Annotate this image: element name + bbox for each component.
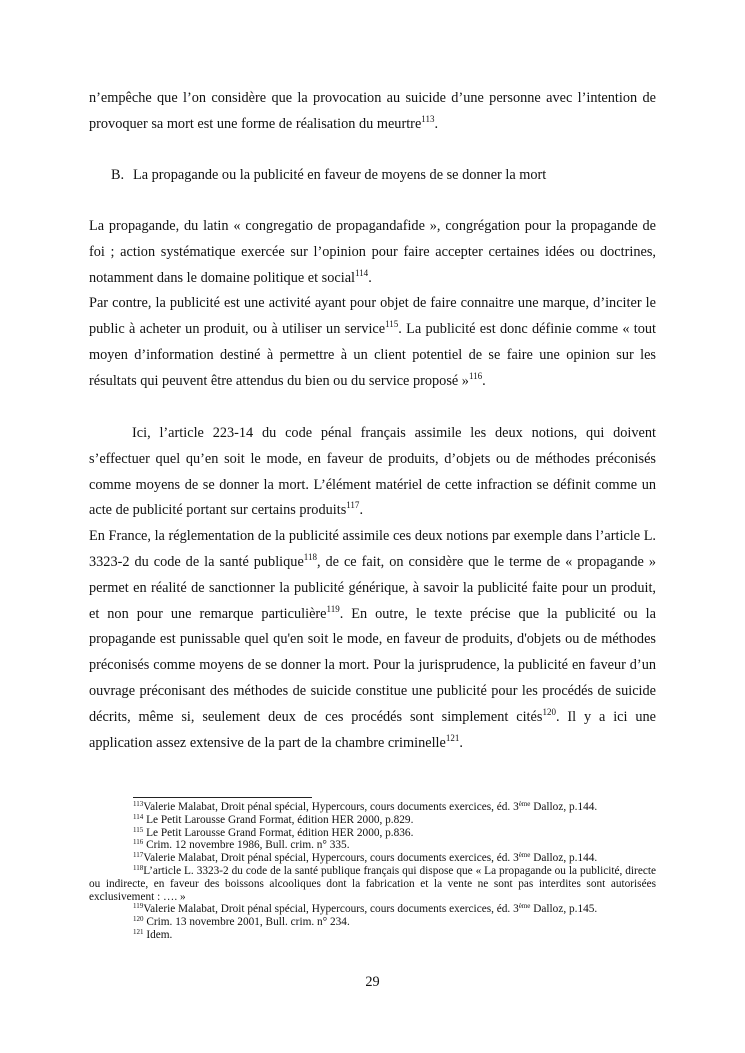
footnote-text: Dalloz, p.144. xyxy=(530,852,598,865)
footnote-text: L’article L. 3323-2 du code de la santé publique français qui dispose que « La propagande ou la publicité, directe ou indirecte, en faveur des boissons alcooliques dont la fabrication et la vente ne sont pas interdites sont autorisées exclusivement : …. » xyxy=(89,864,656,903)
paragraph-text: , de ce fait, on considère que le terme de « propagande » permet en réalité de sanctionner la publicité générique, à savoir la publicité faite pour un produit, et non pour une remarque particulière xyxy=(89,553,656,622)
footnote-superscript: ème xyxy=(518,800,531,808)
page-number: 29 xyxy=(365,974,380,990)
section-heading xyxy=(111,165,671,185)
footnote-number: 116 xyxy=(133,838,144,847)
footnote-113 xyxy=(89,801,656,814)
section-heading-number: B. xyxy=(111,167,125,183)
footnote-119 xyxy=(89,903,656,916)
footnote-ref-119[interactable]: 119 xyxy=(326,603,340,614)
footnote-number: 121 xyxy=(133,927,144,936)
footnote-text: Crim. 12 novembre 1986, Bull. crim. n° 335. xyxy=(143,839,350,852)
footnote-text: Idem. xyxy=(143,928,173,941)
footnote-separator xyxy=(133,797,312,798)
footnote-text: Valerie Malabat, Droit pénal spécial, Hypercours, cours documents exercices, éd. 3 xyxy=(143,801,519,813)
paragraph-text: . La publicité est donc définie comme « tout moyen d’information destiné à permettre à un client potentiel de se faire une opinion sur les résultats qui peuvent être attendus du bien ou du service proposé » xyxy=(89,321,657,389)
footnote-number: 113 xyxy=(133,800,144,808)
footnote-ref-121[interactable]: 121 xyxy=(445,732,460,743)
paragraph-text: Par contre, la publicité est une activité ayant pour objet de faire connaitre une marque, d’inciter le public à acheter un produit, ou à utiliser un service xyxy=(89,295,656,338)
footnote-ref-120[interactable]: 120 xyxy=(542,706,556,717)
footnote-ref-115[interactable]: 115 xyxy=(385,319,399,330)
footnote-text: Valerie Malabat, Droit pénal spécial, Hypercours, cours documents exercices, éd. 3 xyxy=(143,903,519,916)
footnote-number: 120 xyxy=(133,915,144,924)
punctuation: . xyxy=(459,734,463,751)
footnote-118 xyxy=(89,865,656,903)
footnote-120 xyxy=(89,916,656,929)
footnote-text: Crim. 13 novembre 2001, Bull. crim. n° 234. xyxy=(143,916,350,929)
footnote-number: 115 xyxy=(133,825,144,834)
footnote-ref-117[interactable]: 117 xyxy=(346,500,360,511)
footnote-number: 114 xyxy=(133,812,144,821)
footnote-superscript: ème xyxy=(518,851,531,860)
paragraph-intro xyxy=(89,86,656,138)
footnote-text: Le Petit Larousse Grand Format, édition HER 2000, p.836. xyxy=(143,826,414,839)
punctuation: . xyxy=(368,269,372,286)
punctuation: . xyxy=(482,372,486,389)
paragraph-text: Ici, l’article 223-14 du code pénal français assimile les deux notions, qui doivent s’effectuer quel qu’en soit le mode, en faveur de produits, d’objets ou de méthodes préconisés comme moyens de se donner la mort. L’élément matériel de cette infraction se définit comme un acte de publicité portant sur certains produits xyxy=(89,425,656,519)
footnote-text: Dalloz, p.145. xyxy=(530,903,598,916)
paragraph-text: n’empêche que l’on considère que la provocation au suicide d’une personne avec l’intention de provoquer sa mort est une forme de réalisation du meurtre xyxy=(89,90,656,132)
footnote-121 xyxy=(89,929,656,942)
paragraph-text: En France, la réglementation de la publicité assimile ces deux notions par exemple dans l’article L. 3323-2 du code de la santé publique xyxy=(89,528,656,570)
footnote-ref-113[interactable]: 113 xyxy=(421,113,435,124)
paragraph-text: La propagande, du latin « congregatio de propagandafide », congrégation pour la propagande de foi ; action systématique exercée sur l’opinion pour faire accepter certaines idées ou doctrines, notamment dans le domaine politique et social xyxy=(89,218,656,286)
section-heading-title: La propagande ou la publicité en faveur de moyens de se donner la mort xyxy=(133,167,547,183)
footnote-116 xyxy=(89,839,656,852)
paragraph-propagande-publicite xyxy=(89,214,656,395)
footnote-number: 118 xyxy=(133,863,144,872)
footnotes xyxy=(89,801,656,942)
footnote-text: Dalloz, p.144. xyxy=(530,801,598,813)
paragraph-text: . Il y a ici une application assez extensive de la part de la chambre criminelle xyxy=(89,708,656,751)
footnote-text: Valerie Malabat, Droit pénal spécial, Hypercours, cours documents exercices, éd. 3 xyxy=(143,852,519,865)
footnote-number: 117 xyxy=(133,851,144,860)
footnote-superscript: ème xyxy=(518,902,531,911)
footnote-number: 119 xyxy=(133,902,144,911)
footnote-ref-116[interactable]: 116 xyxy=(468,370,483,381)
footnote-114 xyxy=(89,814,656,827)
footnote-ref-114[interactable]: 114 xyxy=(355,267,369,278)
footnote-115 xyxy=(89,827,656,840)
footnote-text: Le Petit Larousse Grand Format, édition HER 2000, p.829. xyxy=(143,813,414,826)
footnote-ref-118[interactable]: 118 xyxy=(303,551,317,562)
footnote-117 xyxy=(89,852,656,865)
paragraph-article-france xyxy=(89,421,656,756)
punctuation: . xyxy=(434,115,439,132)
paragraph-text: . En outre, le texte précise que la publicité ou la propagande est punissable quel qu'en soit le mode, en faveur de produits, d'objets ou de méthodes préconisés comme moyens de se donner la mort. Pour la jurisprudence, la publicité en faveur d’un ouvrage préconisant des méthodes de suicide constitue une publicité pour les procédés de suicide décrits, même si, seulement deux de ces procédés sont simplement cités xyxy=(89,605,656,725)
punctuation: . xyxy=(359,502,364,519)
